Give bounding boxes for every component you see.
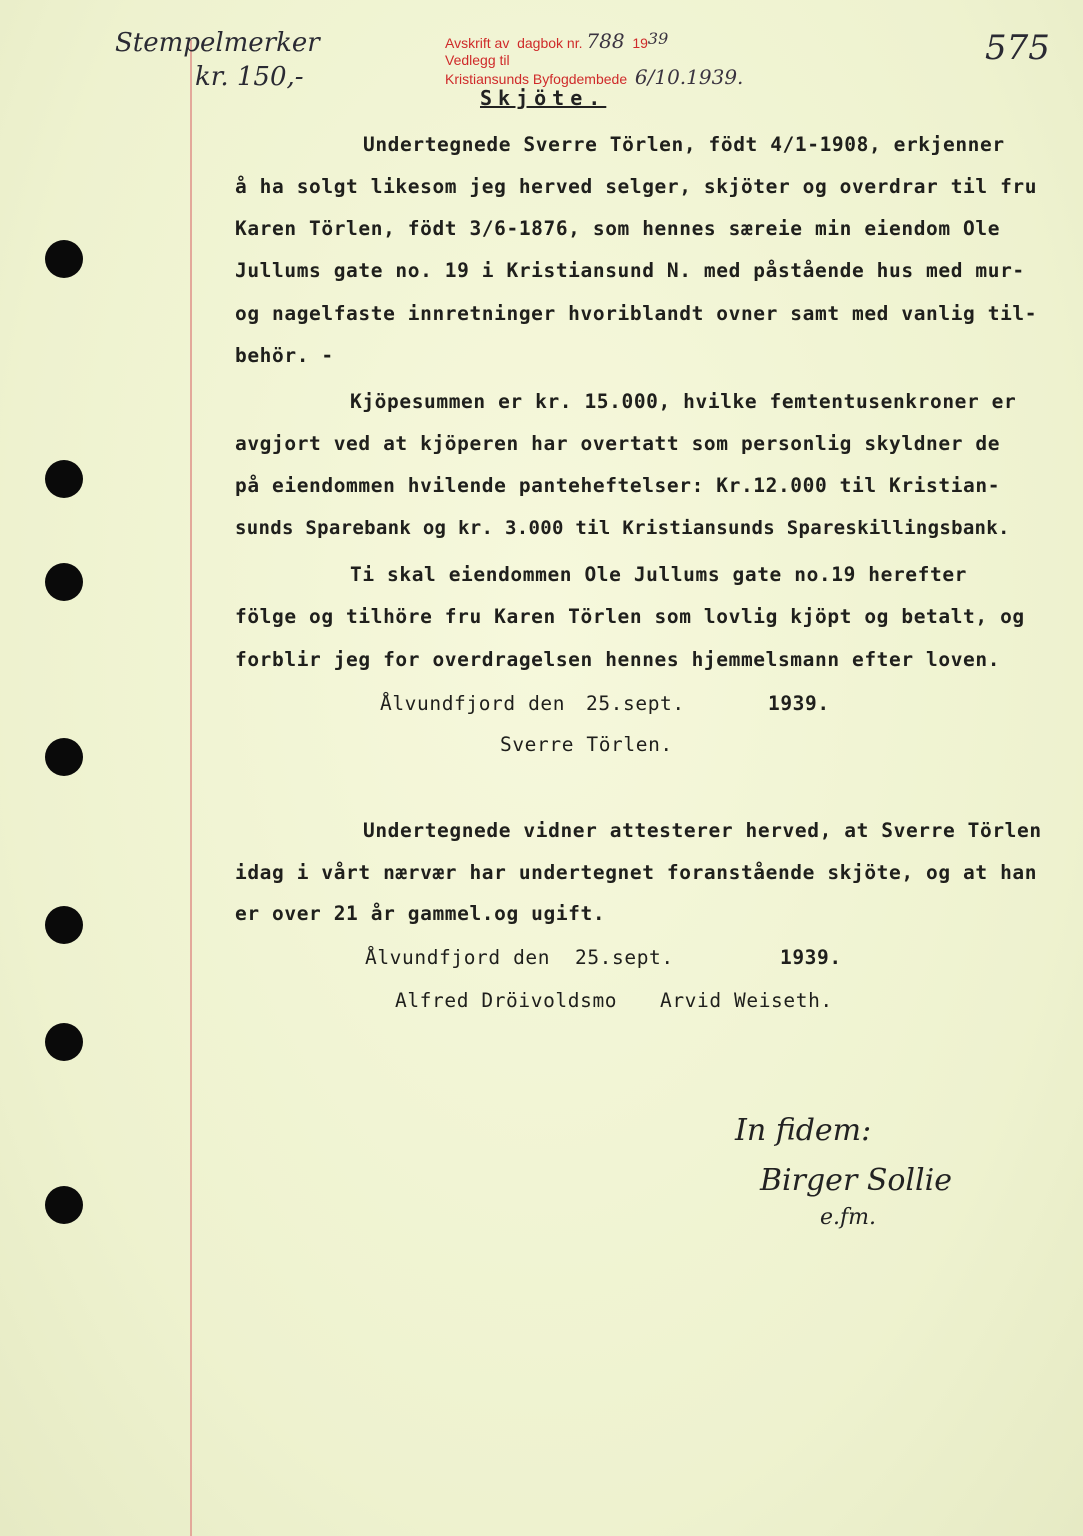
registry-stamp [445, 30, 743, 88]
body-line: fölge og tilhöre fru Karen Törlen som lovlig kjöpt og betalt, og [235, 605, 1025, 628]
place-date-year: 1939. [768, 692, 830, 715]
stamp-vedlegg: Vedlegg til [445, 52, 510, 68]
body-line: på eiendommen hvilende panteheftelser: Kr.12.000 til Kristian- [235, 474, 1001, 497]
punch-hole [45, 1186, 83, 1224]
document-title: Skjöte. [480, 86, 607, 110]
stamp-date: 6/10.1939. [634, 65, 744, 89]
in-fidem-note: In fidem: [735, 1113, 872, 1148]
official-signature: Birger Sollie [760, 1163, 952, 1198]
witness-signature: Alfred Dröivoldsmo [395, 989, 618, 1012]
stamp-office: Kristiansunds Byfogdembede [445, 71, 628, 87]
place-date-place: Ålvundfjord den [365, 946, 551, 969]
place-date-date: 25.sept. [586, 692, 685, 715]
place-date-date: 25.sept. [575, 946, 674, 969]
body-line: Jullums gate no. 19 i Kristiansund N. med påstående hus med mur- [235, 259, 1025, 282]
official-title: e.fm. [820, 1205, 877, 1230]
margin-rule [190, 40, 192, 1536]
punch-hole [45, 906, 83, 944]
stamp-year-prefix: 19 [632, 35, 648, 51]
stamp-dagbok-number: 788 [586, 29, 625, 53]
handwritten-stamp-amount: kr. 150,- [195, 62, 304, 92]
stamp-dagbok-label: dagbok nr. [517, 35, 583, 51]
body-line: Undertegnede Sverre Törlen, födt 4/1-1908, erkjenner [363, 133, 1005, 156]
place-date-year: 1939. [780, 946, 842, 969]
page-number: 575 [985, 28, 1050, 68]
punch-hole [45, 460, 83, 498]
seller-signature: Sverre Törlen. [500, 733, 673, 756]
body-line: er over 21 år gammel.og ugift. [235, 902, 606, 925]
stamp-avskrift: Avskrift av [445, 35, 510, 51]
body-line: idag i vårt nærvær har undertegnet foranstående skjöte, og at han [235, 861, 1038, 884]
handwritten-stamp-note: Stempelmerker [115, 28, 320, 58]
body-line: Ti skal eiendommen Ole Jullums gate no.19 herefter [350, 563, 967, 586]
punch-hole [45, 738, 83, 776]
body-line: å ha solgt likesom jeg herved selger, skjöter og overdrar til fru [235, 175, 1038, 198]
body-line: Karen Törlen, födt 3/6-1876, som hennes særeie min eiendom Ole [235, 217, 1001, 240]
body-line: sunds Sparebank og kr. 3.000 til Kristiansunds Spareskillingsbank. [235, 517, 1010, 539]
place-date-place: Ålvundfjord den [380, 692, 566, 715]
punch-hole [45, 563, 83, 601]
body-line: behör. - [235, 344, 334, 367]
witness-signature: Arvid Weiseth. [660, 989, 833, 1012]
stamp-year-suffix: 39 [647, 29, 669, 48]
body-line: forblir jeg for overdragelsen hennes hjemmelsmann efter loven. [235, 648, 1001, 671]
body-line: avgjort ved at kjöperen har overtatt som personlig skyldner de [235, 432, 1001, 455]
punch-hole [45, 240, 83, 278]
body-line: og nagelfaste innretninger hvoriblandt ovner samt med vanlig til- [235, 302, 1038, 325]
punch-hole [45, 1023, 83, 1061]
body-line: Kjöpesummen er kr. 15.000, hvilke femtentusenkroner er [350, 390, 1017, 413]
body-line: Undertegnede vidner attesterer herved, at Sverre Törlen [363, 819, 1042, 842]
